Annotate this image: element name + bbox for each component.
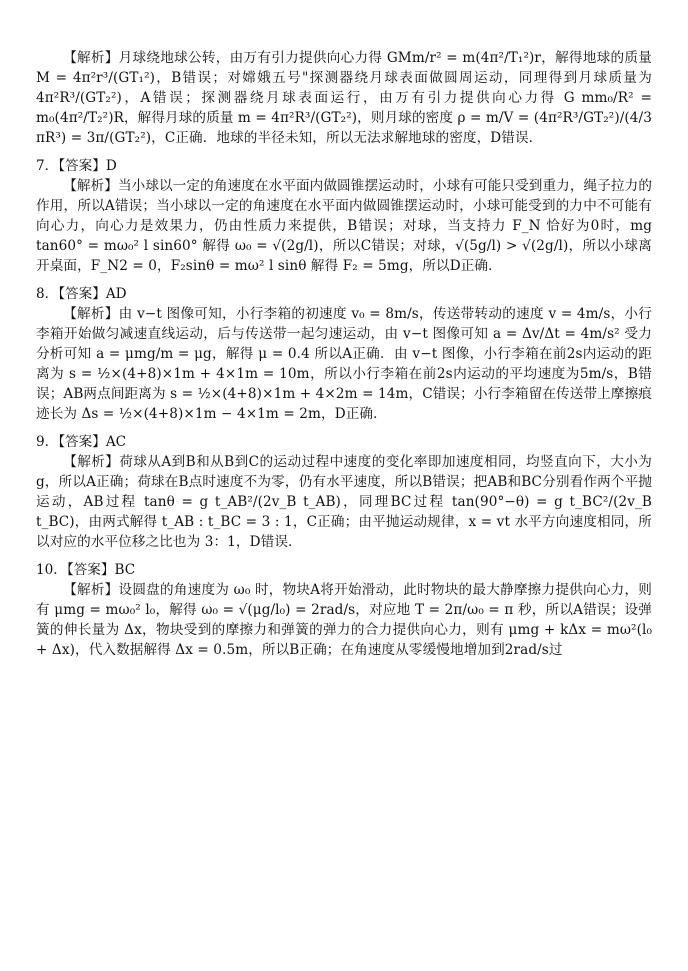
analysis-10: 【解析】设圆盘的角速度为 ω₀ 时，物块A将开始滑动，此时物块的最大静摩擦力提供向心力，则有 μmg = mω₀² l₀，解得 ω₀ = √(μg/l₀) = 2rad/s，对应地 T = 2π/ω₀ = π 秒，所以A错误；设弹簧的伸长量为 Δx，物块受到的摩擦力和弹簧的弹力的合力提供向心力，则有 μmg + kΔx = mω²(l₀ + Δx)，代入数据解得 Δx = 0.5m，所以B正确；在角速度从零缓慢地增加到2rad/s过 <box>36 582 652 658</box>
analysis-6: 【解析】月球绕地球公转，由万有引力提供向心力得 GMm/r² = m(4π²/T₁²)r，解得地球的质量 M = 4π²r³/(GT₁²)，B错误；对嫦娥五号"探测器绕月球表面做圆周运动，同理得到月球质量为 4π²R³/(GT₂²)，A错误；探测器绕月球表面运行，由万有引力提供向心力得 G mm₀/R² = m₀(4π²/T₂²)R，解得月球的质量 m = 4π²R³/(GT₂²)，则月球的密度 ρ = m/V = (4π²R³/GT₂²)/(4/3 πR³) = 3π/(GT₂²)，C正确．地球的半径未知，所以无法求解地球的密度，D错误． <box>36 50 652 146</box>
analysis-8: 【解析】由 v−t 图像可知，小行李箱的初速度 v₀ = 8m/s，传送带转动的速度 v = 4m/s，小行李箱开始做匀减速直线运动，后与传送带一起匀速运动，由 v−t 图像可知 a = Δv/Δt = 4m/s² 受力分析可知 a = μmg/m = μg，解得 μ = 0.4 所以A正确．由 v−t 图像，小行李箱在前2s内运动的距离为 s = ½×(4+8)×1m + 4×1m = 10m，所以小行李箱在前2s内运动的平均速度为5m/s，B错误；AB两点间距离为 s = ½×(4+8)×1m + 4×2m = 14m，C错误；小行李箱留在传送带上摩擦痕迹长为 Δs = ½×(4+8)×1m − 4×1m = 2m，D正确． <box>36 306 652 422</box>
answer-8: 8．【答案】AD <box>36 286 127 302</box>
analysis-9: 【解析】荷球从A到B和从B到C的运动过程中速度的变化率即加速度相同，均竖直向下，大小为g，所以A正确；荷球在B点时速度不为零，仍有水平速度，所以B错误；把AB和BC分别看作两个平抛运动，AB过程 tanθ = g t_AB²/(2v_B t_AB)，同理BC过程 tan(90°−θ) = g t_BC²/(2v_B t_BC)，由两式解得 t_AB : t_BC = 3 : 1，C正确；由平抛运动规律，x = vt 水平方向速度相同，所以对应的水平位移之比也为 3：1，D错误． <box>36 454 652 550</box>
answer-9: 9．【答案】AC <box>36 434 127 450</box>
answer-10: 10．【答案】BC <box>36 562 136 578</box>
answer-7: 7．【答案】D <box>36 158 117 174</box>
analysis-7: 【解析】当小球以一定的角速度在水平面内做圆锥摆运动时，小球有可能只受到重力，绳子拉力的作用，所以A错误；当小球以一定的角速度在水平面内做圆锥摆运动时，小球可能受到的力中不可能有向心力，向心力是效果力，仍由性质力来提供，B错误；对球，当支持力 F_N 恰好为0时，mg tan60° = mω₀² l sin60° 解得 ω₀ = √(2g/l)，所以C错误；对球，√(5g/l) > √(2g/l)，所以小球离开桌面，F_N2 = 0，F₂sinθ = mω² l sinθ 解得 F₂ = 5mg，所以D正确． <box>36 178 653 274</box>
